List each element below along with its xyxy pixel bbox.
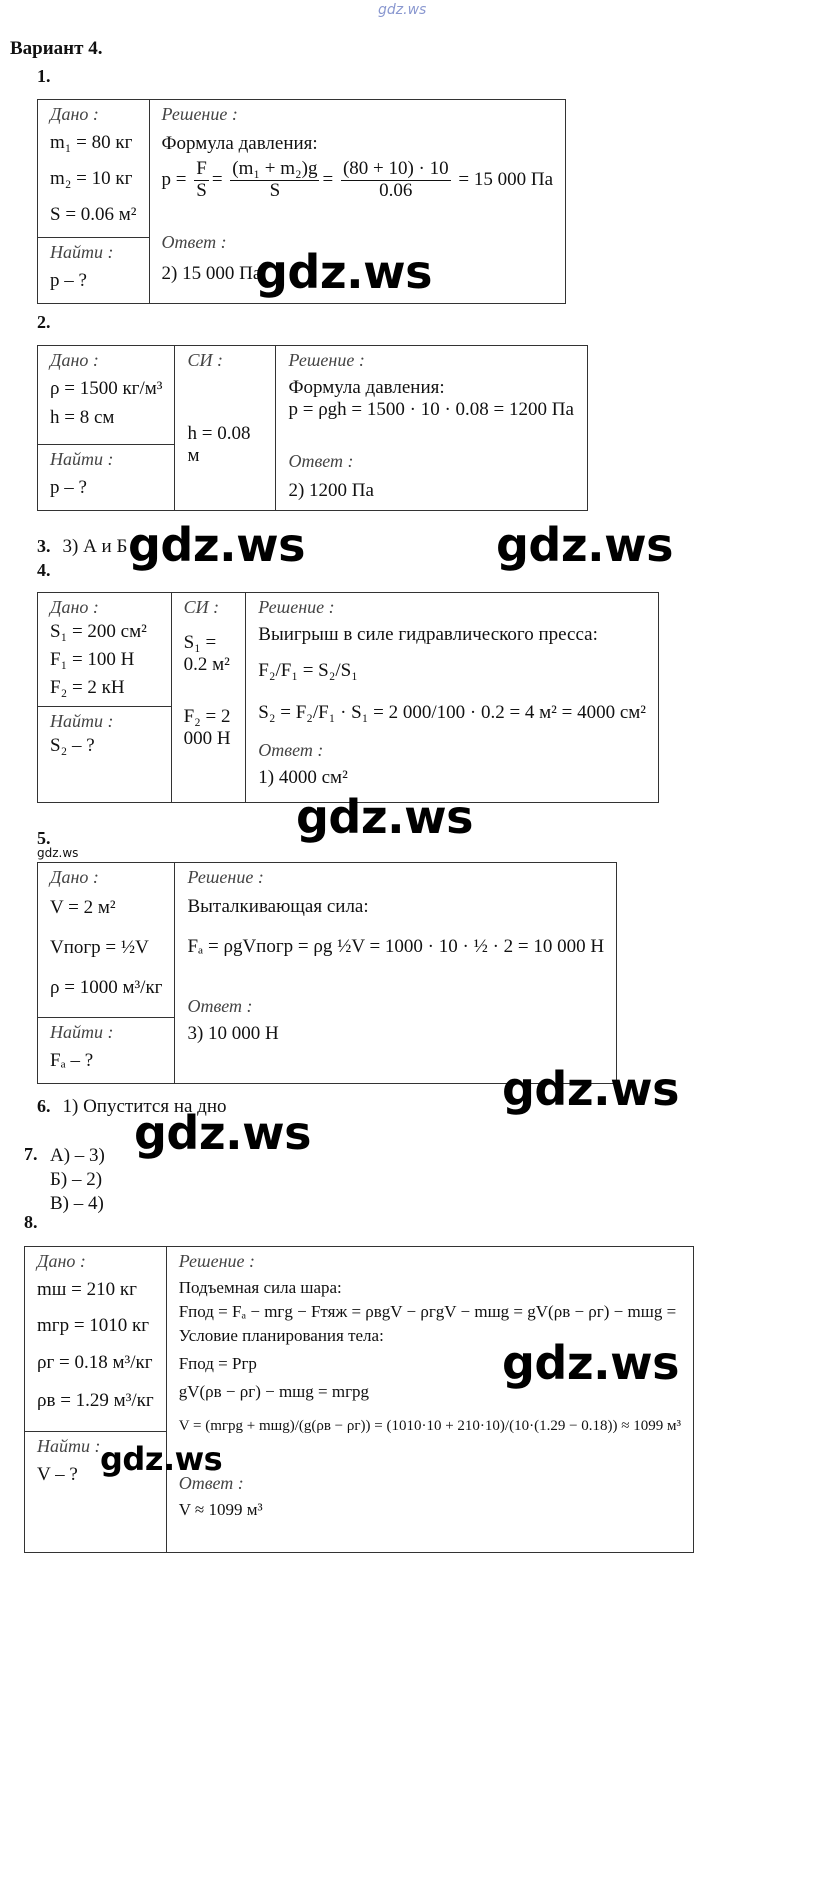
solution-heading: Формула давления: xyxy=(288,377,445,398)
find-item: Fₐ – ? xyxy=(50,1050,94,1071)
solution-heading: Выталкивающая сила: xyxy=(187,896,369,917)
area-formula: S₂ = F₂/F₁ · S₁ = 2 000/100 · 0.2 = 4 м² = 4000 см² xyxy=(258,702,646,723)
pressure-formula: p = ρgh = 1500 · 10 · 0.08 = 1200 Па xyxy=(288,399,574,420)
find-label: Найти : xyxy=(50,449,114,469)
find-item: V – ? xyxy=(37,1464,78,1485)
find-label: Найти : xyxy=(37,1436,101,1456)
problem-2-table xyxy=(37,345,588,511)
si-item: S₁ = 0.2 м² xyxy=(183,632,230,675)
problem-4-table xyxy=(37,592,659,803)
si-label: СИ : xyxy=(187,350,223,370)
solution-label: Решение : xyxy=(258,597,335,617)
watermark: gdz.ws xyxy=(134,1106,311,1160)
si-cell xyxy=(175,346,276,511)
find-label: Найти : xyxy=(50,711,114,731)
solution-cell xyxy=(175,863,617,1084)
given-item: h = 8 см xyxy=(50,407,115,428)
given-label: Дано : xyxy=(50,597,99,617)
problem-3-answer: 3) А и Б xyxy=(62,536,128,557)
solution-line: Подъемная сила шара: xyxy=(178,1278,342,1297)
answer-label: Ответ : xyxy=(288,451,354,471)
problem-8-number: 8. xyxy=(24,1212,38,1232)
solution-line: gV(ρв − ρг) − mшg = mгрg xyxy=(178,1382,370,1401)
problem-2-number: 2. xyxy=(37,312,51,332)
given-cell xyxy=(38,100,150,238)
variant-title: Вариант 4. xyxy=(10,38,103,59)
si-item: F₂ = 2 000 Н xyxy=(183,706,231,749)
solution-cell xyxy=(166,1247,693,1553)
find-cell xyxy=(38,445,175,511)
problem-3-number: 3. xyxy=(37,536,51,556)
problem-3 xyxy=(37,536,127,558)
find-item: p – ? xyxy=(50,477,87,498)
problem-7-number: 7. xyxy=(24,1144,38,1164)
match-item: В) – 4) xyxy=(50,1193,104,1214)
find-cell xyxy=(38,707,172,803)
find-label: Найти : xyxy=(50,242,114,262)
given-item: S = 0.06 м² xyxy=(50,204,137,225)
answer-value: 2) 15 000 Па xyxy=(161,262,262,284)
given-item: Vпогр = ½V xyxy=(50,937,149,958)
watermark: gdz.ws xyxy=(496,518,673,572)
given-item: ρг = 0.18 м³/кг xyxy=(37,1352,153,1373)
given-item: S₁ = 200 см² xyxy=(50,621,147,642)
given-item: mш = 210 кг xyxy=(37,1279,137,1300)
si-item: h = 0.08 м xyxy=(187,423,251,466)
small-logo: gdz.ws xyxy=(37,846,79,860)
answer-value: 1) 4000 см² xyxy=(258,767,348,788)
answer-value: V ≈ 1099 м³ xyxy=(178,1500,263,1519)
match-item: А) – 3) xyxy=(50,1145,105,1166)
find-label: Найти : xyxy=(50,1022,114,1042)
given-label: Дано : xyxy=(50,350,99,370)
answer-label: Ответ : xyxy=(187,996,253,1016)
problem-5-number: 5. xyxy=(37,828,51,848)
problem-5-table xyxy=(37,862,617,1084)
watermark: gdz.ws xyxy=(296,790,473,844)
solution-line: V = (mгрg + mшg)/(g(ρв − ρг)) = (1010·10 + 210·10)/(10·(1.29 − 0.18)) ≈ 1099 м³ xyxy=(178,1418,681,1434)
answer-label: Ответ : xyxy=(178,1473,244,1493)
given-cell xyxy=(38,863,175,1018)
si-label: СИ : xyxy=(183,597,220,617)
problem-6-answer: 1) Опустится на дно xyxy=(62,1096,227,1117)
problem-1-number: 1. xyxy=(37,66,51,86)
watermark: gdz.ws xyxy=(255,245,432,299)
answer-value: 3) 10 000 Н xyxy=(187,1023,279,1044)
solution-label: Решение : xyxy=(288,350,365,370)
given-label: Дано : xyxy=(50,867,99,887)
given-cell xyxy=(25,1247,167,1432)
solution-cell xyxy=(246,593,659,803)
find-item: p – ? xyxy=(50,270,87,291)
watermark: gdz.ws xyxy=(128,518,305,572)
solution-label: Решение : xyxy=(161,104,238,124)
site-logo: gdz.ws xyxy=(378,2,427,18)
solution-label: Решение : xyxy=(187,867,264,887)
ratio-formula: F₂/F₁ = S₂/S₁ xyxy=(258,660,358,681)
problem-6-number: 6. xyxy=(37,1096,51,1116)
solution-heading: Выигрыш в силе гидравлического пресса: xyxy=(258,624,598,645)
buoyancy-formula: Fₐ = ρgVпогр = ρg ½V = 1000 · 10 · ½ · 2 = 10 000 Н xyxy=(187,936,605,957)
find-item: S₂ – ? xyxy=(50,735,95,756)
given-item: ρв = 1.29 м³/кг xyxy=(37,1390,154,1411)
watermark: gdz.ws xyxy=(502,1062,679,1116)
given-item: F₁ = 100 Н xyxy=(50,649,135,670)
given-cell xyxy=(38,593,172,707)
problem-4-number: 4. xyxy=(37,560,51,580)
given-label: Дано : xyxy=(37,1251,86,1271)
watermark: gdz.ws xyxy=(502,1336,679,1390)
given-item: V = 2 м² xyxy=(50,897,116,918)
given-cell xyxy=(38,346,175,445)
solution-line: Условие планирования тела: xyxy=(178,1326,384,1345)
given-item: m₂ = 10 кг xyxy=(50,168,133,189)
given-item: ρ = 1000 м³/кг xyxy=(50,977,163,998)
problem-7-answers xyxy=(50,1144,105,1216)
si-cell xyxy=(171,593,246,803)
find-cell xyxy=(38,1018,175,1084)
solution-label: Решение : xyxy=(178,1251,256,1271)
given-item: m₁ = 80 кг xyxy=(50,132,133,153)
given-label: Дано : xyxy=(50,104,99,124)
solution-line: Fпод = Fₐ − mгg − Fтяж = ρвgV − ρгgV − mшg = gV(ρв − ρг) − mшg = xyxy=(178,1302,677,1321)
pressure-formula: p = $\frac{F}{S}$ = $\frac{\text{(m₁ + m₂)g}}{S}$ = $\frac{(80 + 10) \cdot 10}{0.06}$ = 15 000 Па xyxy=(161,158,554,201)
problem-8-table xyxy=(24,1246,694,1553)
solution-heading: Формула давления: xyxy=(161,133,318,154)
given-item: ρ = 1500 кг/м³ xyxy=(50,378,163,399)
answer-label: Ответ : xyxy=(161,231,227,252)
solution-cell xyxy=(276,346,588,511)
find-cell xyxy=(38,238,150,304)
answer-value: 2) 1200 Па xyxy=(288,480,374,501)
match-item: Б) – 2) xyxy=(50,1169,103,1190)
given-item: mгр = 1010 кг xyxy=(37,1315,150,1336)
given-item: F₂ = 2 кН xyxy=(50,677,125,698)
watermark: gdz.ws xyxy=(100,1440,223,1478)
solution-line: Fпод = Pгр xyxy=(178,1354,257,1373)
answer-label: Ответ : xyxy=(258,740,324,760)
